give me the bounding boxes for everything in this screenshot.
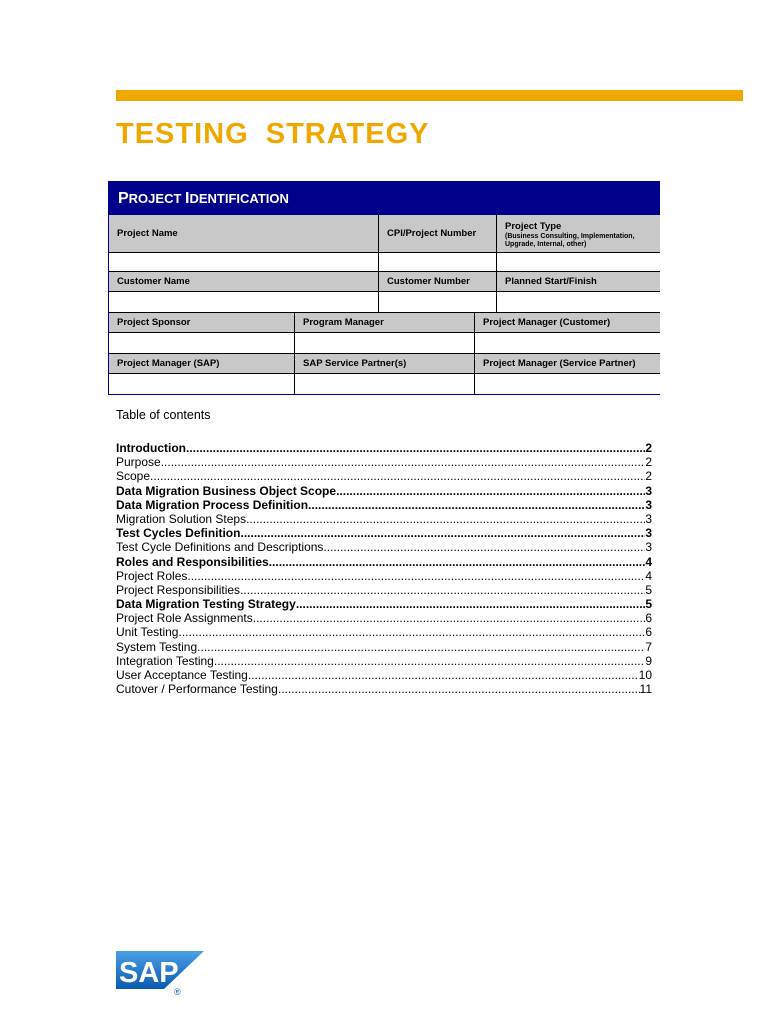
sap-logo (116, 951, 206, 996)
cpi-project-number-field[interactable] (379, 253, 497, 272)
project-name-field[interactable] (109, 253, 379, 272)
toc-leader-dots (186, 441, 645, 455)
toc-leader-dots (214, 654, 645, 668)
sap-logo-text: SAP (119, 957, 179, 989)
toc-entry-title: Purpose (116, 455, 161, 470)
toc-entry[interactable] (116, 625, 652, 639)
toc-entry[interactable] (116, 583, 652, 597)
sap-service-partners-field[interactable] (295, 374, 475, 394)
toc-entry-page: 4 (645, 568, 652, 583)
toc-entry[interactable] (116, 498, 652, 512)
toc-entry[interactable] (116, 455, 652, 469)
toc-entry-title: Migration Solution Steps (116, 511, 247, 526)
customer-number-label: Customer Number (379, 272, 497, 292)
toc-leader-dots (253, 611, 646, 625)
project-manager-customer-field[interactable] (475, 333, 660, 354)
toc-entry[interactable] (116, 441, 652, 455)
toc-entry-title: Test Cycles Definition (116, 526, 241, 541)
toc-entry-page: 5 (645, 582, 652, 597)
toc-entry-title: Scope (116, 469, 151, 484)
toc-entry-title: Project Role Assignments (116, 611, 253, 626)
project-type-label: Project Type (Business Consulting, Implementation, Upgrade, Internal, other) (497, 215, 660, 253)
document-title: TESTING STRATEGY (116, 118, 430, 150)
toc-entry-page: 4 (645, 554, 652, 569)
project-manager-service-partner-label: Project Manager (Service Partner) (475, 354, 660, 374)
toc-leader-dots (336, 484, 645, 498)
toc-entry-title: Unit Testing (116, 625, 179, 640)
registered-mark: ® (174, 987, 181, 996)
toc-leader-dots (240, 526, 645, 540)
top-accent-bar (116, 90, 743, 101)
toc-entry-title: Project Responsibilities (116, 582, 241, 597)
project-manager-customer-label: Project Manager (Customer) (475, 313, 660, 333)
toc-leader-dots (248, 668, 639, 682)
toc-entry[interactable] (116, 682, 652, 696)
toc-leader-dots (161, 455, 646, 469)
cpi-project-number-label: CPI/Project Number (379, 215, 497, 253)
toc-entry-page: 3 (645, 511, 652, 526)
project-identification-table (108, 181, 660, 395)
toc-leader-dots (240, 583, 645, 597)
toc-entry-page: 5 (645, 597, 652, 612)
toc-entry[interactable] (116, 597, 652, 611)
toc-leader-dots (296, 597, 646, 611)
toc-leader-dots (150, 469, 645, 483)
toc-leader-dots (269, 555, 646, 569)
customer-name-label: Customer Name (109, 272, 379, 292)
toc-entry-page: 11 (639, 682, 652, 697)
project-type-field[interactable] (497, 253, 660, 272)
toc-entry[interactable] (116, 526, 652, 540)
project-manager-service-partner-field[interactable] (475, 374, 660, 394)
toc-entry-title: Roles and Responsibilities (116, 554, 269, 569)
toc-leader-dots (178, 625, 645, 639)
toc-entry-page: 3 (645, 526, 652, 541)
toc-entry-page: 2 (645, 455, 652, 470)
toc-entry[interactable] (116, 569, 652, 583)
project-sponsor-field[interactable] (109, 333, 295, 354)
toc-leader-dots (308, 498, 645, 512)
toc-entry-page: 3 (645, 540, 652, 555)
project-identification-header: PROJECT IDENTIFICATION (109, 182, 659, 215)
toc-entry-page: 2 (645, 469, 652, 484)
toc-entry-title: Data Migration Process Definition (116, 497, 309, 512)
toc-entry-title: Integration Testing (116, 653, 214, 668)
toc-heading: Table of contents (116, 408, 211, 422)
project-manager-sap-label: Project Manager (SAP) (109, 354, 295, 374)
toc-entry[interactable] (116, 668, 652, 682)
toc-entry-page: 3 (645, 497, 652, 512)
toc-entry-title: Cutover / Performance Testing (116, 682, 278, 697)
toc-leader-dots (197, 640, 645, 654)
toc-entry-title: Project Roles (116, 568, 188, 583)
toc-leader-dots (323, 540, 645, 554)
toc-entry-page: 9 (645, 653, 652, 668)
sap-service-partners-label: SAP Service Partner(s) (295, 354, 475, 374)
toc-entry[interactable] (116, 654, 652, 668)
toc-entry[interactable] (116, 640, 652, 654)
toc-entry-title: Test Cycle Definitions and Descriptions (116, 540, 324, 555)
toc-entry[interactable] (116, 484, 652, 498)
table-of-contents (116, 441, 652, 696)
toc-entry[interactable] (116, 540, 652, 554)
project-name-label: Project Name (109, 215, 379, 253)
project-manager-sap-field[interactable] (109, 374, 295, 394)
customer-number-field[interactable] (379, 292, 497, 313)
toc-entry-page: 7 (645, 639, 652, 654)
toc-entry[interactable] (116, 611, 652, 625)
toc-entry-page: 10 (638, 668, 652, 682)
toc-entry[interactable] (116, 512, 652, 526)
project-sponsor-label: Project Sponsor (109, 313, 295, 333)
toc-entry-page: 2 (645, 441, 652, 455)
toc-entry[interactable] (116, 555, 652, 569)
planned-start-finish-label: Planned Start/Finish (497, 272, 660, 292)
planned-start-finish-field[interactable] (497, 292, 660, 313)
toc-leader-dots (187, 569, 645, 583)
customer-name-field[interactable] (109, 292, 379, 313)
toc-entry-title: User Acceptance Testing (116, 668, 248, 682)
toc-leader-dots (278, 682, 640, 696)
program-manager-label: Program Manager (295, 313, 475, 333)
toc-entry-page: 3 (645, 483, 652, 498)
toc-entry-title: Data Migration Business Object Scope (116, 483, 337, 498)
toc-entry-title: Data Migration Testing Strategy (116, 597, 296, 612)
toc-entry[interactable] (116, 469, 652, 483)
toc-entry-page: 6 (645, 611, 652, 626)
toc-entry-title: Introduction (116, 441, 186, 455)
toc-leader-dots (246, 512, 645, 526)
program-manager-field[interactable] (295, 333, 475, 354)
toc-entry-title: System Testing (116, 639, 198, 654)
toc-entry-page: 6 (645, 625, 652, 640)
